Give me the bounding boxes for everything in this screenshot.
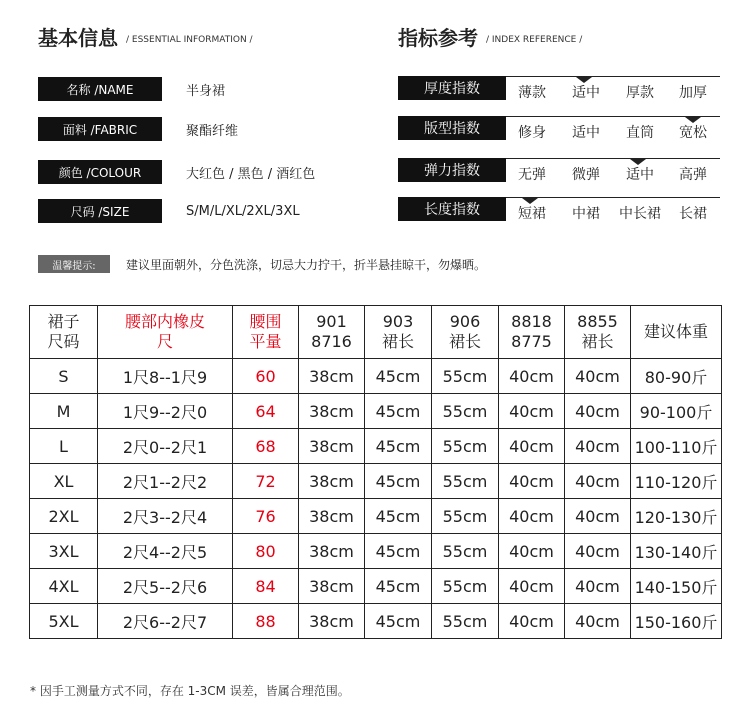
table-row <box>30 569 722 604</box>
table-cell: 40cm <box>499 604 565 639</box>
index-row-thickness <box>398 76 720 102</box>
index-label: 长度指数 <box>398 197 506 221</box>
table-cell: 80 <box>233 534 299 569</box>
table-cell: 2尺0--2尺1 <box>98 429 233 464</box>
index-option: 短裙 <box>518 206 546 222</box>
table-cell: 2XL <box>30 499 98 534</box>
column-header-line2: 裙长 <box>381 332 414 351</box>
column-header-line2: 8775 <box>511 332 552 351</box>
column-header <box>299 306 365 359</box>
index-option: 适中 <box>572 85 600 101</box>
table-cell: 38cm <box>299 359 365 394</box>
table-cell: 84 <box>233 569 299 604</box>
table-cell: 2尺6--2尺7 <box>98 604 233 639</box>
column-header <box>365 306 432 359</box>
table-cell: 55cm <box>432 359 499 394</box>
info-value: S/M/L/XL/2XL/3XL <box>186 203 300 219</box>
table-body <box>30 359 722 639</box>
table-cell: 45cm <box>365 464 432 499</box>
index-option: 高弹 <box>679 167 707 183</box>
table-cell: M <box>30 394 98 429</box>
table-cell: 5XL <box>30 604 98 639</box>
index-line <box>506 76 720 77</box>
index-line <box>506 197 720 198</box>
column-header-line1: 906 <box>449 312 481 331</box>
info-value: 聚酯纤维 <box>186 123 239 139</box>
basic-info-subtitle: / ESSENTIAL INFORMATION / <box>126 34 253 45</box>
info-row-colour <box>38 160 315 184</box>
table-cell: XL <box>30 464 98 499</box>
column-header <box>631 306 722 359</box>
column-header-line2: 裙长 <box>448 332 481 351</box>
table-cell: 38cm <box>299 394 365 429</box>
column-header-line1: 901 <box>316 312 347 331</box>
table-cell: 110-120斤 <box>631 464 722 499</box>
table-cell: 45cm <box>365 569 432 604</box>
index-ref-heading: 指标参考 <box>398 26 478 50</box>
table-cell: 40cm <box>499 534 565 569</box>
table-cell: 2尺1--2尺2 <box>98 464 233 499</box>
table-cell: 38cm <box>299 604 365 639</box>
table-cell: 38cm <box>299 569 365 604</box>
index-ref-subtitle: / INDEX REFERENCE / <box>486 34 583 45</box>
table-cell: 40cm <box>499 499 565 534</box>
info-row-fabric <box>38 117 238 141</box>
column-header-line1: 903 <box>382 312 414 331</box>
index-row-elasticity <box>398 158 720 184</box>
table-cell: 40cm <box>499 569 565 604</box>
column-header <box>499 306 565 359</box>
index-option: 厚款 <box>626 85 654 101</box>
tip-badge: 温馨提示: <box>38 255 110 273</box>
table-cell: 150-160斤 <box>631 604 722 639</box>
table-cell: 120-130斤 <box>631 499 722 534</box>
table-cell: 2尺5--2尺6 <box>98 569 233 604</box>
column-header-line2: 尺码 <box>47 332 80 351</box>
info-row-size <box>38 199 300 223</box>
index-option: 微弹 <box>572 167 600 183</box>
table-cell: 140-150斤 <box>631 569 722 604</box>
column-header-line1: 8818 <box>511 312 552 331</box>
table-cell: 40cm <box>565 534 631 569</box>
table-cell: 60 <box>233 359 299 394</box>
table-row <box>30 429 722 464</box>
table-row <box>30 464 722 499</box>
column-header-line1: 建议体重 <box>643 322 708 341</box>
info-row-name <box>38 77 225 101</box>
tip-text: 建议里面朝外，分色洗涤，切忌大力拧干，折半悬挂晾干，勿爆晒。 <box>126 258 487 272</box>
footnote: * 因手工测量方式不同，存在 1-3CM 误差，皆属合理范围。 <box>30 684 350 698</box>
table-cell: 45cm <box>365 499 432 534</box>
table-cell: 90-100斤 <box>631 394 722 429</box>
index-option: 适中 <box>626 167 654 183</box>
table-row <box>30 499 722 534</box>
column-header <box>565 306 631 359</box>
index-option: 修身 <box>518 125 546 141</box>
table-cell: 38cm <box>299 534 365 569</box>
table-cell: 64 <box>233 394 299 429</box>
table-cell: 130-140斤 <box>631 534 722 569</box>
table-cell: 3XL <box>30 534 98 569</box>
column-header-line1: 腰部内橡皮 <box>124 312 205 331</box>
table-cell: 55cm <box>432 569 499 604</box>
table-cell: 40cm <box>565 604 631 639</box>
column-header <box>30 306 98 359</box>
table-cell: 40cm <box>565 464 631 499</box>
table-cell: 4XL <box>30 569 98 604</box>
table-cell: 76 <box>233 499 299 534</box>
table-cell: 2尺3--2尺4 <box>98 499 233 534</box>
size-table <box>29 305 722 639</box>
table-cell: 40cm <box>565 569 631 604</box>
table-cell: 40cm <box>565 429 631 464</box>
table-cell: 40cm <box>499 394 565 429</box>
table-row <box>30 359 722 394</box>
column-header <box>98 306 233 359</box>
index-option: 中长裙 <box>619 206 661 222</box>
index-option: 长裙 <box>679 206 707 222</box>
table-cell: 38cm <box>299 464 365 499</box>
table-header-row <box>30 306 722 359</box>
info-label: 面料 /FABRIC <box>38 117 162 141</box>
table-row <box>30 534 722 569</box>
table-row <box>30 394 722 429</box>
column-header-line1: 腰围 <box>249 312 282 331</box>
index-label: 弹力指数 <box>398 158 506 182</box>
table-cell: 45cm <box>365 604 432 639</box>
table-cell: 88 <box>233 604 299 639</box>
index-label: 厚度指数 <box>398 76 506 100</box>
table-cell: 55cm <box>432 464 499 499</box>
table-cell: 72 <box>233 464 299 499</box>
table-cell: 38cm <box>299 499 365 534</box>
index-option: 宽松 <box>679 125 707 141</box>
table-cell: 40cm <box>565 499 631 534</box>
column-header-line2: 尺 <box>156 332 173 351</box>
basic-info-title <box>38 22 253 51</box>
info-value: 大红色 / 黑色 / 酒红色 <box>186 166 316 182</box>
index-row-length <box>398 197 720 223</box>
column-header-line2: 8716 <box>311 332 352 351</box>
table-cell: 40cm <box>565 394 631 429</box>
index-option: 中裙 <box>572 206 600 222</box>
table-cell: 55cm <box>432 534 499 569</box>
index-row-fit <box>398 116 720 142</box>
table-cell: 1尺8--1尺9 <box>98 359 233 394</box>
table-cell: 55cm <box>432 499 499 534</box>
table-cell: 45cm <box>365 429 432 464</box>
table-cell: 40cm <box>499 359 565 394</box>
table-cell: 45cm <box>365 359 432 394</box>
table-cell: 45cm <box>365 394 432 429</box>
info-label: 尺码 /SIZE <box>38 199 162 223</box>
table-cell: 100-110斤 <box>631 429 722 464</box>
index-option: 适中 <box>572 125 600 141</box>
table-cell: 40cm <box>565 359 631 394</box>
column-header <box>432 306 499 359</box>
index-option: 加厚 <box>679 85 707 101</box>
column-header <box>233 306 299 359</box>
table-cell: 55cm <box>432 604 499 639</box>
basic-info-heading: 基本信息 <box>38 26 118 50</box>
table-row <box>30 604 722 639</box>
table-cell: 68 <box>233 429 299 464</box>
index-option: 薄款 <box>518 85 546 101</box>
info-label: 名称 /NAME <box>38 77 162 101</box>
table-cell: L <box>30 429 98 464</box>
table-cell: 2尺4--2尺5 <box>98 534 233 569</box>
table-cell: 55cm <box>432 429 499 464</box>
index-ref-title <box>398 22 582 51</box>
index-option: 直筒 <box>626 125 654 141</box>
info-label: 颜色 /COLOUR <box>38 160 162 184</box>
table-cell: 40cm <box>499 464 565 499</box>
index-option: 无弹 <box>518 167 546 183</box>
table-cell: 1尺9--2尺0 <box>98 394 233 429</box>
table-cell: S <box>30 359 98 394</box>
table-cell: 38cm <box>299 429 365 464</box>
column-header-line1: 裙子 <box>47 312 80 331</box>
index-label: 版型指数 <box>398 116 506 140</box>
table-cell: 55cm <box>432 394 499 429</box>
column-header-line1: 8855 <box>577 312 618 331</box>
table-cell: 80-90斤 <box>631 359 722 394</box>
table-cell: 45cm <box>365 534 432 569</box>
column-header-line2: 裙长 <box>581 332 614 351</box>
column-header-line2: 平量 <box>249 332 282 351</box>
info-value: 半身裙 <box>186 83 226 99</box>
table-cell: 40cm <box>499 429 565 464</box>
index-line <box>506 158 720 159</box>
